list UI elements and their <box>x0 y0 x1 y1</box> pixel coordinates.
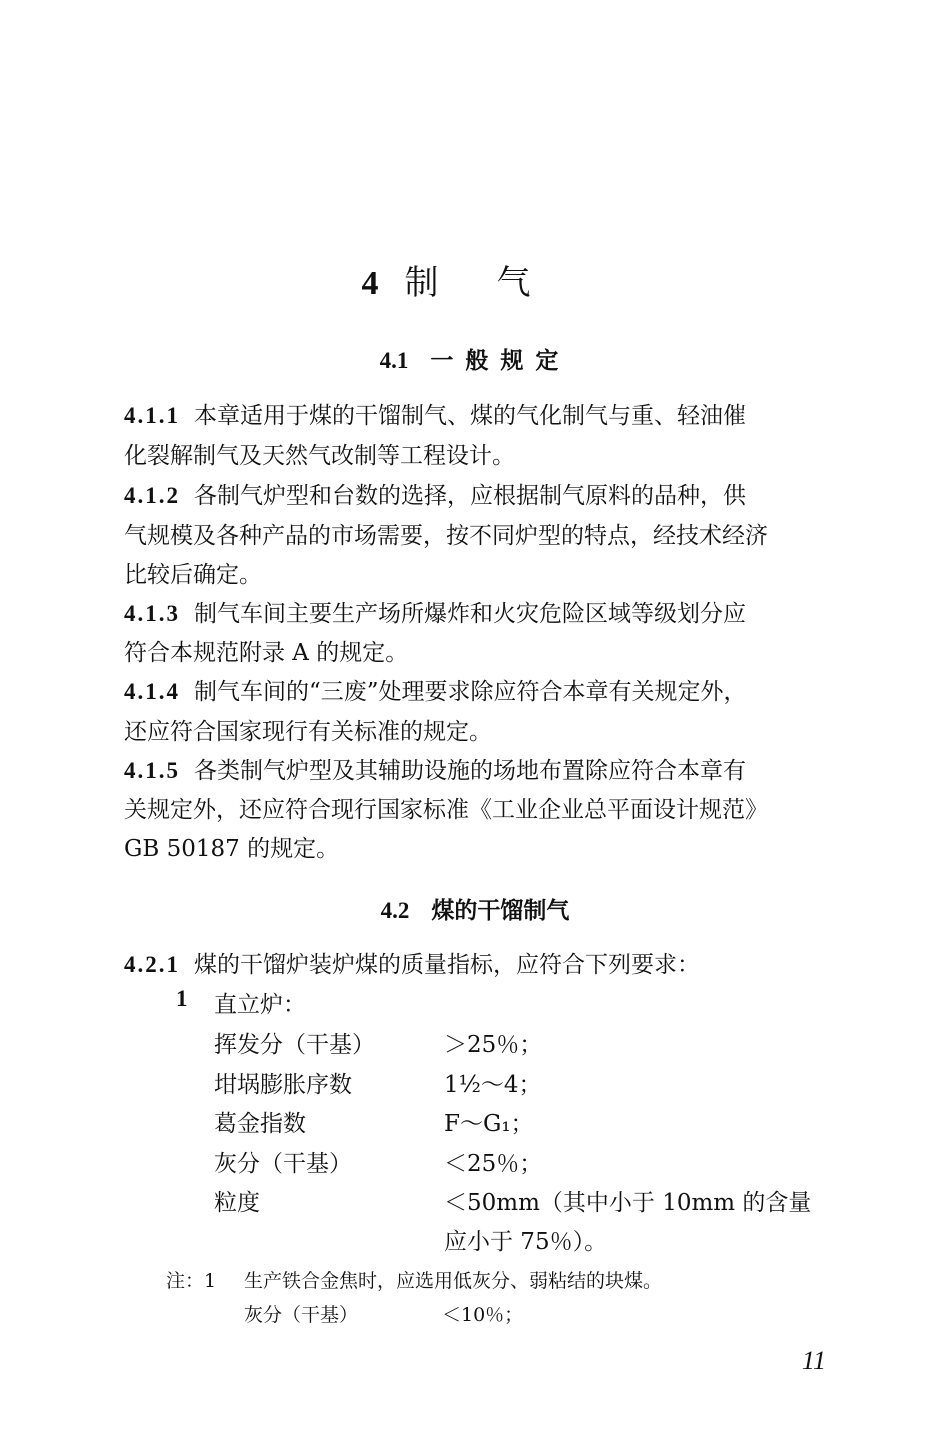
clause-text: 制气车间的“三废”处理要求除应符合本章有关规定外， <box>194 679 747 705</box>
chapter-title: 制气 <box>404 263 589 303</box>
clause-text: 本章适用于煤的干馏制气、煤的气化制气与重、轻油催 <box>194 403 746 429</box>
clause-4-1-4-line-2: 还应符合国家现行有关标准的规定。 <box>124 719 492 745</box>
clause-number: 4.1.2 <box>124 483 180 508</box>
clause-4-1-2-line-2: 气规模及各种产品的市场需要，按不同炉型的特点，经技术经济 <box>124 523 768 549</box>
clause-text: 各制气炉型和台数的选择，应根据制气原料的品种，供 <box>194 483 746 509</box>
clause-number: 4.1.4 <box>124 679 180 704</box>
clause-4-1-4-line-1 <box>124 673 747 711</box>
chapter-heading <box>0 255 950 304</box>
clause-text: 煤的干馏炉装炉煤的质量指标，应符合下列要求： <box>194 952 700 978</box>
spec-value-volatile: ＞25％； <box>444 1032 543 1058</box>
item-title: 直立炉： <box>214 992 306 1018</box>
spec-value-size-cont: 应小于 75％）。 <box>444 1229 608 1255</box>
note-spec-name: 灰分（干基） <box>244 1304 359 1326</box>
section-title: 煤的干馏制气 <box>431 897 570 924</box>
section-heading-4-1 <box>0 342 950 375</box>
spec-name-swelling: 坩埚膨胀序数 <box>214 1072 352 1098</box>
section-heading-4-2 <box>0 892 950 925</box>
spec-name-volatile: 挥发分（干基） <box>214 1032 375 1058</box>
spec-name-gray-king: 葛金指数 <box>214 1111 306 1137</box>
clause-4-1-3-line-2: 符合本规范附录 A 的规定。 <box>124 640 409 666</box>
clause-4-2-1-line-1 <box>124 946 700 984</box>
clause-text: 各类制气炉型及其辅助设施的场地布置除应符合本章有 <box>194 758 746 784</box>
clause-number: 4.1.5 <box>124 758 180 783</box>
clause-4-1-1-line-2: 化裂解制气及天然气改制等工程设计。 <box>124 443 515 469</box>
clause-4-1-5-line-1 <box>124 752 746 790</box>
clause-4-1-5-line-3: GB 50187 的规定。 <box>124 836 340 862</box>
spec-name-size: 粒度 <box>214 1190 260 1216</box>
clause-4-1-2-line-3: 比较后确定。 <box>124 562 262 588</box>
note-spec-value: ＜10％； <box>442 1304 524 1326</box>
clause-number: 4.2.1 <box>124 952 180 977</box>
chapter-number: 4 <box>361 265 379 302</box>
section-title: 一般规定 <box>430 347 571 374</box>
note-text: 生产铁合金焦时，应选用低灰分、弱粘结的块煤。 <box>244 1270 663 1292</box>
clause-4-1-1-line-1 <box>124 397 746 435</box>
spec-value-swelling: 1½～4； <box>444 1072 542 1098</box>
note-label: 注：1 <box>166 1270 217 1292</box>
spec-value-ash: ＜25％； <box>444 1151 543 1177</box>
spec-value-gray-king: F～G₁； <box>444 1111 534 1137</box>
clause-number: 4.1.1 <box>124 403 180 428</box>
clause-text: 制气车间主要生产场所爆炸和火灾危险区域等级划分应 <box>194 601 746 627</box>
spec-value-size: ＜50mm（其中小于 10mm 的含量 <box>444 1190 812 1216</box>
item-number: 1 <box>176 986 188 1011</box>
clause-number: 4.1.3 <box>124 601 180 626</box>
clause-4-1-2-line-1 <box>124 477 746 515</box>
section-number: 4.1 <box>379 348 409 373</box>
clause-4-1-5-line-2: 关规定外，还应符合现行国家标准《工业企业总平面设计规范》 <box>124 797 768 823</box>
section-number: 4.2 <box>380 898 410 923</box>
spec-name-ash: 灰分（干基） <box>214 1151 352 1177</box>
clause-4-1-3-line-1 <box>124 595 746 633</box>
page-number: 11 <box>801 1346 826 1375</box>
